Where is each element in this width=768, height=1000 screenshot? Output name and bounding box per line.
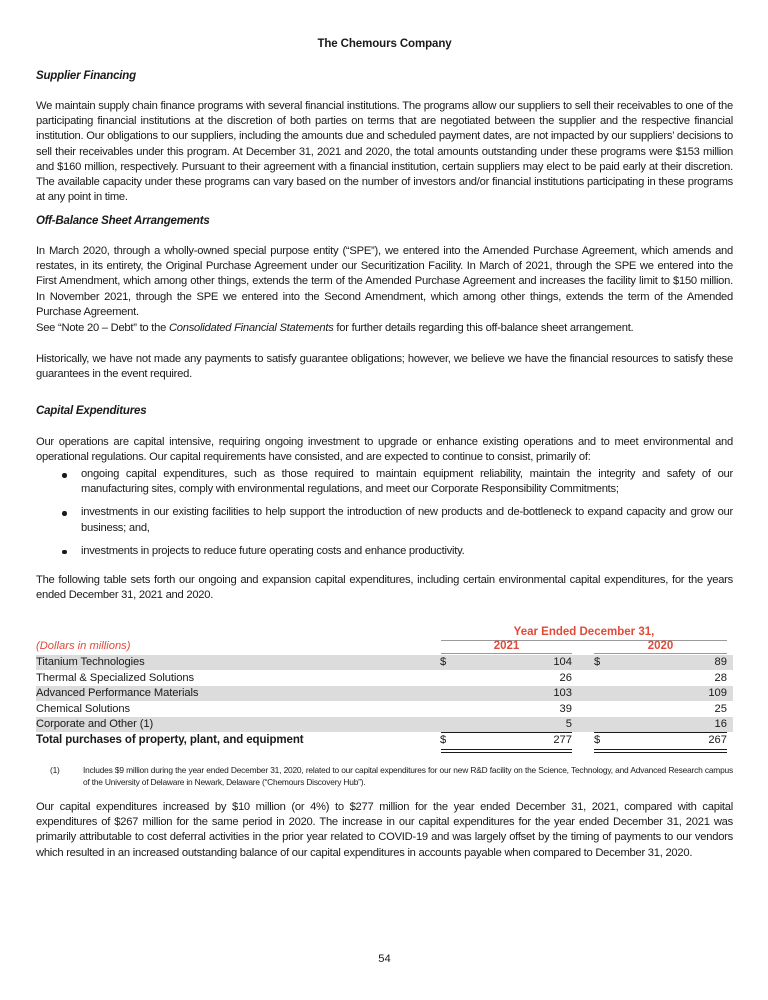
value-2020: 89 [714,656,727,668]
company-header: The Chemours Company [317,38,452,50]
bullet-icon [62,473,67,478]
value-2020: 25 [714,702,727,715]
footnote-text: Includes $9 million during the year ended December 31, 2020, related to our capital expenditures for our new R&D facility on the Science, Technology, and Advanced Research campus of the University of Delaware in Newark, Delaware (“Chemours Discovery Hub”). [83,765,733,787]
paragraph-capex-intro: Our operations are capital intensive, requiring ongoing investment to upgrade or enhance existing operations and to meet environmental and operational regulations. Our capital requirements have consisted, and are expected to continue to consist, primarily of: [36,436,733,464]
total-2021: 277 [553,734,572,746]
consolidated-statements-ref: Consolidated Financial Statements [168,322,334,334]
table-row [36,702,733,717]
heading-capital-expenditures: Capital Expenditures [36,405,147,417]
table-total-row [36,733,733,748]
row-label: Thermal & Specialized Solutions [36,671,194,684]
table-row [36,671,733,686]
currency-symbol: $ [440,734,447,746]
value-2020: 109 [708,687,727,699]
table-row [36,686,733,701]
total-double-rule-2020 [594,749,727,753]
note-ref-text: See “Note 20 – Debt” to the [36,322,169,334]
bullet-text: investments in our existing facilities to help support the introduction of new products and de-bottleneck to expand capacity and grow our business; and, [81,506,733,534]
paragraph-supplier-financing: We maintain supply chain finance programs with several financial institutions. The programs allow our suppliers to sell their receivables to one of the participating financial institutions at the discretion of both parties on terms that are negotiated between the supplier and the respective financial institution. Our obligations to our suppliers, including the amounts due and scheduled payment dates, are not impacted by our suppliers’ decisions to sell their receivables under this program. At December 31, 2021 and 2020, the total amounts outstanding under these programs were $153 million and $160 million, respectively. Pursuant to their agreement with a financial institution, certain suppliers may elect to be paid early at their discretion. The available capacity under these programs can vary based on the number of investors and/or financial institutions participating in these programs at any point in time. [36,100,733,204]
column-header-2021: 2021 [441,639,572,654]
bullet-item [36,544,733,559]
table-row [36,655,733,670]
column-header-2020: 2020 [594,639,727,654]
row-label: Titanium Technologies [36,656,145,668]
total-2020: 267 [708,734,727,746]
currency-symbol: $ [594,734,601,746]
paragraph-off-balance-1: In March 2020, through a wholly-owned special purpose entity (“SPE”), we entered into the Amended Purchase Agreement, which amends and restates, in its entirety, the Original Purchase Agreement under our Securitization Facility. In March of 2021, through the SPE we entered into the First Amendment, which among other things, extends the term of the Amended Purchase Agreement and increases the facility limit to $150 million. In November 2021, through the SPE we entered into the Second Amendment, which among other things, extends the term of the Amended Purchase Agreement. [36,245,733,318]
footnote-number: (1) [50,765,60,775]
bullet-icon [62,511,67,516]
bullet-icon [62,550,67,555]
value-2021: 26 [559,671,572,684]
currency-symbol: $ [440,656,447,668]
paragraph-off-balance-2 [36,321,733,336]
value-2021: 5 [565,718,572,730]
total-label: Total purchases of property, plant, and equipment [36,734,304,746]
heading-off-balance-sheet: Off-Balance Sheet Arrangements [36,215,210,227]
value-2021: 39 [559,702,572,715]
paragraph-capex-closing: Our capital expenditures increased by $10 million (or 4%) to $277 million for the year ended December 31, 2021, compared with capital expenditures of $267 million for the same period in 2020. The increase in our capital expenditures for the year ended December 31, 2021 was primarily attributable to cost deferral activities in the prior year related to COVID-19 and was largely offset by the timing of payments to our vendors which resulted in an increased outstanding balance of our capital expenditures in accounts payable when compared to December 31, 2020. [36,801,733,859]
heading-supplier-financing: Supplier Financing [36,70,136,82]
row-label: Corporate and Other (1) [36,718,154,730]
total-double-rule-2021 [441,749,572,753]
value-2021: 103 [553,687,572,699]
table-row [36,717,733,732]
row-label: Advanced Performance Materials [36,687,199,699]
table-footnote [50,764,733,788]
note-ref-text-end: for further details regarding this off-balance sheet arrangement. [333,322,634,334]
bullet-text: ongoing capital expenditures, such as those required to maintain equipment reliability, maintain the integrity and safety of our manufacturing sites, comply with environmental regulations, and meet our Corporate Responsibility Commitments; [81,468,733,496]
paragraph-table-intro: The following table sets forth our ongoing and expansion capital expenditures, including certain environmental capital expenditures, for the years ended December 31, 2021 and 2020. [36,574,733,602]
value-2020: 16 [714,718,727,730]
value-2020: 28 [714,671,727,684]
bullet-item [36,467,733,497]
page-number: 54 [378,953,391,965]
row-label: Chemical Solutions [36,702,130,715]
bullet-item [36,505,733,535]
table-group-header: Year Ended December 31, [441,625,727,641]
bullet-text: investments in projects to reduce future operating costs and enhance productivity. [81,544,465,557]
capex-bullet-list [36,467,733,567]
value-2021: 104 [553,656,572,668]
table-units-label: (Dollars in millions) [36,640,131,652]
paragraph-guarantees: Historically, we have not made any payments to satisfy guarantee obligations; however, we believe we have the financial resources to satisfy these guarantees in the event required. [36,353,733,381]
currency-symbol: $ [594,656,601,668]
